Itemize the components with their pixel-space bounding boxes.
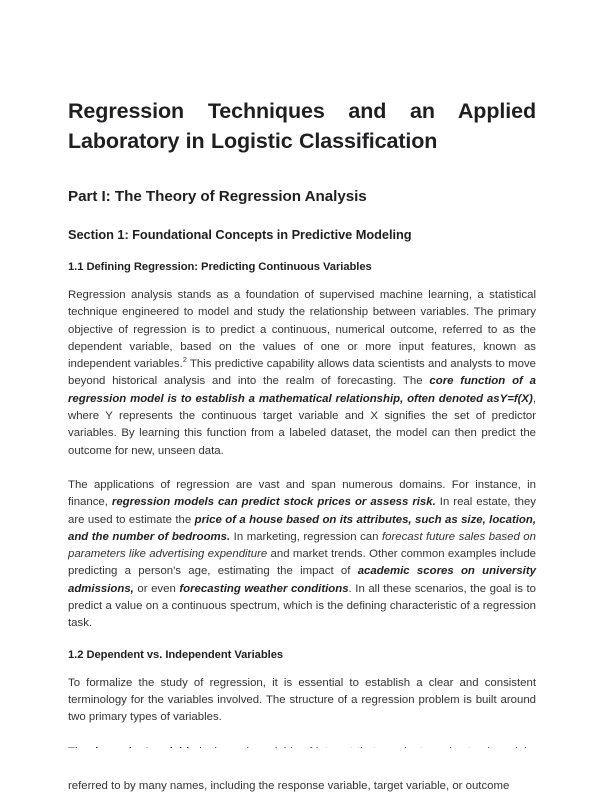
emphasis-run: regression models can predict stock prices or assess risk. — [111, 496, 436, 509]
page-bottom-clip — [0, 748, 600, 776]
subsection-heading-1-2: 1.2 Dependent vs. Independent Variables — [68, 648, 284, 661]
italic-run: forecast future sales based on parameters like advertising expenditure — [68, 530, 536, 561]
part-heading: Part I: The Theory of Regression Analysis — [68, 188, 367, 205]
section-heading: Section 1: Foundational Concepts in Predictive Modeling — [68, 227, 412, 242]
text-run: To formalize the study of regression, it is essential to establish a clear and consistent terminology for the variables involved. The structure of a regression problem is built around two primary types of variables. — [68, 676, 536, 724]
text-run: . In all these scenarios, the goal is to predict a value on a continuous spectrum, which is the defining characteristic of a regression task. — [68, 582, 537, 630]
text-run: , where Y represents the continuous target variable and X signifies the set of predictor variables. By learning this function from a labeled dataset, the model can then predict the outcome for new, unseen data. — [68, 392, 536, 457]
paragraph-1-1-b — [68, 460, 536, 633]
emphasis-run: forecasting weather conditions — [179, 582, 349, 595]
text-run: In marketing, regression can — [230, 530, 382, 543]
paragraph-1-2-a — [68, 664, 536, 727]
page-title-line-1: Regression Techniques and an Applied — [68, 99, 536, 123]
emphasis-run: academic scores on university admissions, — [68, 565, 536, 595]
page-title — [68, 0, 536, 156]
subsection-heading-1-1: 1.1 Defining Regression: Predicting Continuous Variables — [68, 261, 372, 273]
paragraph-1-1-a — [68, 276, 536, 460]
footnote-marker: 2 — [182, 355, 187, 365]
text-run: and market trends. Other common examples include predicting a person's age, estimating the impact of — [68, 548, 536, 578]
page-title-line-2: Laboratory in Logistic Classification — [68, 129, 438, 153]
text-run: Regression analysis stands as a foundation of supervised machine learning, a statistical technique engineered to model and study the relationship between variables. The primary objective of regression is to predict a continuous, numerical outcome, referred to as the dependent variable, based on the values of one or more input features, known as independent variables. — [68, 289, 536, 371]
text-run: The applications of regression are vast and span numerous domains. For instance, in finance, — [68, 478, 536, 509]
text-run: In real estate, they are used to estimate the — [68, 496, 536, 526]
text-run: or even — [133, 582, 180, 595]
emphasis-run: core function of a regression model is to establish a mathematical relationship, often denoted asY=f(X) — [68, 375, 537, 405]
text-run: This predictive capability allows data scientists and analysts to move beyond historical analysis and into the realm of forecasting. The — [68, 358, 537, 388]
emphasis-run: price of a house based on its attributes, such as size, location, and the number of bedrooms. — [68, 513, 537, 543]
text-run: referred to by many names, including the response variable, target variable, or outcome — [68, 780, 510, 793]
